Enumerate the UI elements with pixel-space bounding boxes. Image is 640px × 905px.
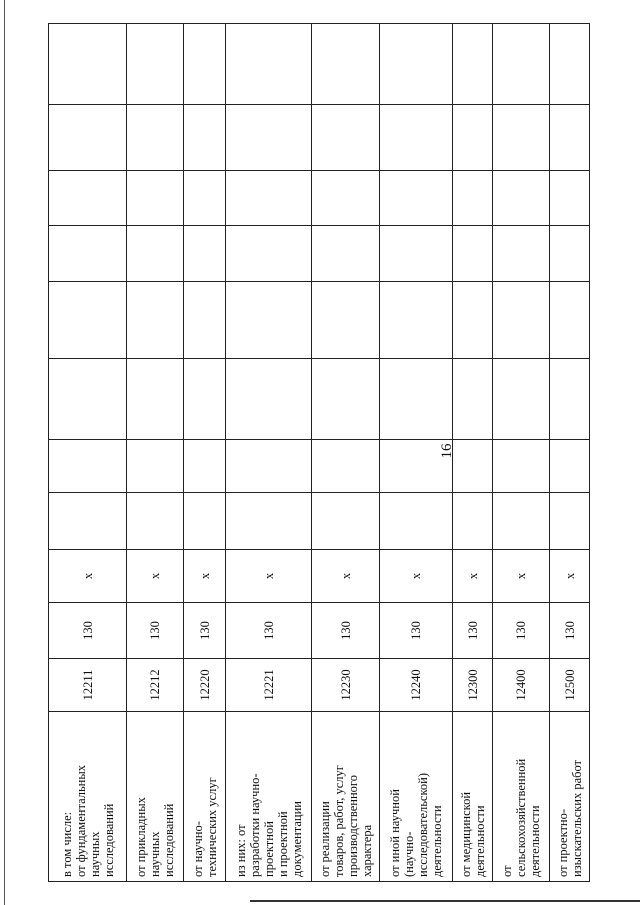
row-subcode: 130 <box>453 603 493 659</box>
row-code: 12400 <box>493 659 550 712</box>
row-subcode: 130 <box>226 603 312 659</box>
empty-cell[interactable] <box>380 171 453 226</box>
row-code: 12221 <box>226 659 312 712</box>
row-code: 12240 <box>380 659 453 712</box>
empty-cell[interactable] <box>493 24 550 105</box>
empty-cell[interactable] <box>380 440 453 493</box>
table-row <box>312 24 380 882</box>
row-mark: x <box>493 550 550 603</box>
empty-cell[interactable] <box>312 171 380 226</box>
empty-cell[interactable] <box>226 171 312 226</box>
empty-cell[interactable] <box>127 440 184 493</box>
empty-cell[interactable] <box>312 226 380 282</box>
empty-cell[interactable] <box>453 24 493 105</box>
scan-edge-bottom <box>250 900 640 902</box>
empty-cell[interactable] <box>49 105 127 171</box>
empty-cell[interactable] <box>550 440 590 493</box>
empty-cell[interactable] <box>49 226 127 282</box>
empty-cell[interactable] <box>49 493 127 550</box>
empty-cell[interactable] <box>184 440 226 493</box>
empty-cell[interactable] <box>127 282 184 359</box>
empty-cell[interactable] <box>312 359 380 440</box>
empty-cell[interactable] <box>493 493 550 550</box>
row-code: 12212 <box>127 659 184 712</box>
row-subcode: 130 <box>312 603 380 659</box>
empty-cell[interactable] <box>184 226 226 282</box>
empty-cell[interactable] <box>184 24 226 105</box>
scan-edge-left <box>4 0 5 905</box>
empty-cell[interactable] <box>226 105 312 171</box>
form-table-rotated <box>48 24 586 882</box>
row-subcode: 130 <box>184 603 226 659</box>
empty-cell[interactable] <box>127 226 184 282</box>
empty-cell[interactable] <box>493 359 550 440</box>
row-label: от реализации товаров, работ, услуг производственного характера <box>312 712 380 882</box>
empty-cell[interactable] <box>550 105 590 171</box>
empty-cell[interactable] <box>312 493 380 550</box>
empty-cell[interactable] <box>380 105 453 171</box>
row-label: от научно- технических услуг <box>184 712 226 882</box>
row-mark: x <box>184 550 226 603</box>
empty-cell[interactable] <box>312 105 380 171</box>
row-mark: x <box>127 550 184 603</box>
row-code: 12230 <box>312 659 380 712</box>
empty-cell[interactable] <box>493 171 550 226</box>
empty-cell[interactable] <box>453 282 493 359</box>
empty-cell[interactable] <box>226 282 312 359</box>
table-row <box>184 24 226 882</box>
table-row <box>127 24 184 882</box>
table-row <box>550 24 590 882</box>
empty-cell[interactable] <box>453 440 493 493</box>
empty-cell[interactable] <box>550 226 590 282</box>
empty-cell[interactable] <box>184 282 226 359</box>
empty-cell[interactable] <box>312 440 380 493</box>
row-mark: x <box>550 550 590 603</box>
empty-cell[interactable] <box>453 226 493 282</box>
empty-cell[interactable] <box>49 440 127 493</box>
empty-cell[interactable] <box>127 359 184 440</box>
empty-cell[interactable] <box>550 359 590 440</box>
empty-cell[interactable] <box>493 226 550 282</box>
row-label: от сельскохозяйственной деятельности <box>493 712 550 882</box>
empty-cell[interactable] <box>127 493 184 550</box>
row-label: от прикладных научных исследований <box>127 712 184 882</box>
empty-cell[interactable] <box>49 171 127 226</box>
row-subcode: 130 <box>49 603 127 659</box>
empty-cell[interactable] <box>184 493 226 550</box>
empty-cell[interactable] <box>127 171 184 226</box>
form-table <box>48 23 590 882</box>
empty-cell[interactable] <box>380 493 453 550</box>
row-subcode: 130 <box>493 603 550 659</box>
empty-cell[interactable] <box>380 282 453 359</box>
empty-cell[interactable] <box>453 493 493 550</box>
table-row <box>380 24 453 882</box>
empty-cell[interactable] <box>226 359 312 440</box>
empty-cell[interactable] <box>49 359 127 440</box>
table-row <box>453 24 493 882</box>
empty-cell[interactable] <box>380 24 453 105</box>
empty-cell[interactable] <box>184 171 226 226</box>
empty-cell[interactable] <box>493 282 550 359</box>
row-mark: x <box>49 550 127 603</box>
empty-cell[interactable] <box>550 493 590 550</box>
empty-cell[interactable] <box>184 359 226 440</box>
empty-cell[interactable] <box>550 171 590 226</box>
row-mark: x <box>226 550 312 603</box>
row-label: от иной научной (научно- исследовательской) деятельности <box>380 712 453 882</box>
empty-cell[interactable] <box>550 24 590 105</box>
empty-cell[interactable] <box>453 359 493 440</box>
empty-cell[interactable] <box>49 282 127 359</box>
empty-cell[interactable] <box>184 105 226 171</box>
row-code: 12300 <box>453 659 493 712</box>
empty-cell[interactable] <box>49 24 127 105</box>
row-subcode: 130 <box>550 603 590 659</box>
empty-cell[interactable] <box>493 105 550 171</box>
table-row <box>493 24 550 882</box>
table-row <box>226 24 312 882</box>
row-subcode: 130 <box>380 603 453 659</box>
empty-cell[interactable] <box>380 359 453 440</box>
empty-cell[interactable] <box>453 171 493 226</box>
empty-cell[interactable] <box>226 24 312 105</box>
row-code: 12220 <box>184 659 226 712</box>
row-label: в том числе: от фундаментальных научных исследований <box>49 712 127 882</box>
empty-cell[interactable] <box>226 493 312 550</box>
empty-cell[interactable] <box>312 282 380 359</box>
empty-cell[interactable] <box>226 440 312 493</box>
table-body <box>49 24 590 882</box>
row-code: 12211 <box>49 659 127 712</box>
row-subcode: 130 <box>127 603 184 659</box>
empty-cell[interactable] <box>493 440 550 493</box>
empty-cell[interactable] <box>127 24 184 105</box>
empty-cell[interactable] <box>380 226 453 282</box>
row-label: от проектно- изыскательских работ <box>550 712 590 882</box>
row-mark: x <box>380 550 453 603</box>
table-row <box>49 24 127 882</box>
page-number: 16 <box>439 443 455 459</box>
empty-cell[interactable] <box>226 226 312 282</box>
empty-cell[interactable] <box>127 105 184 171</box>
row-mark: x <box>453 550 493 603</box>
empty-cell[interactable] <box>312 24 380 105</box>
empty-cell[interactable] <box>453 105 493 171</box>
empty-cell[interactable] <box>550 282 590 359</box>
row-label: из них: от разработки научно- проектной и проектной документации <box>226 712 312 882</box>
row-label: от медицинской деятельности <box>453 712 493 882</box>
row-code: 12500 <box>550 659 590 712</box>
row-mark: x <box>312 550 380 603</box>
